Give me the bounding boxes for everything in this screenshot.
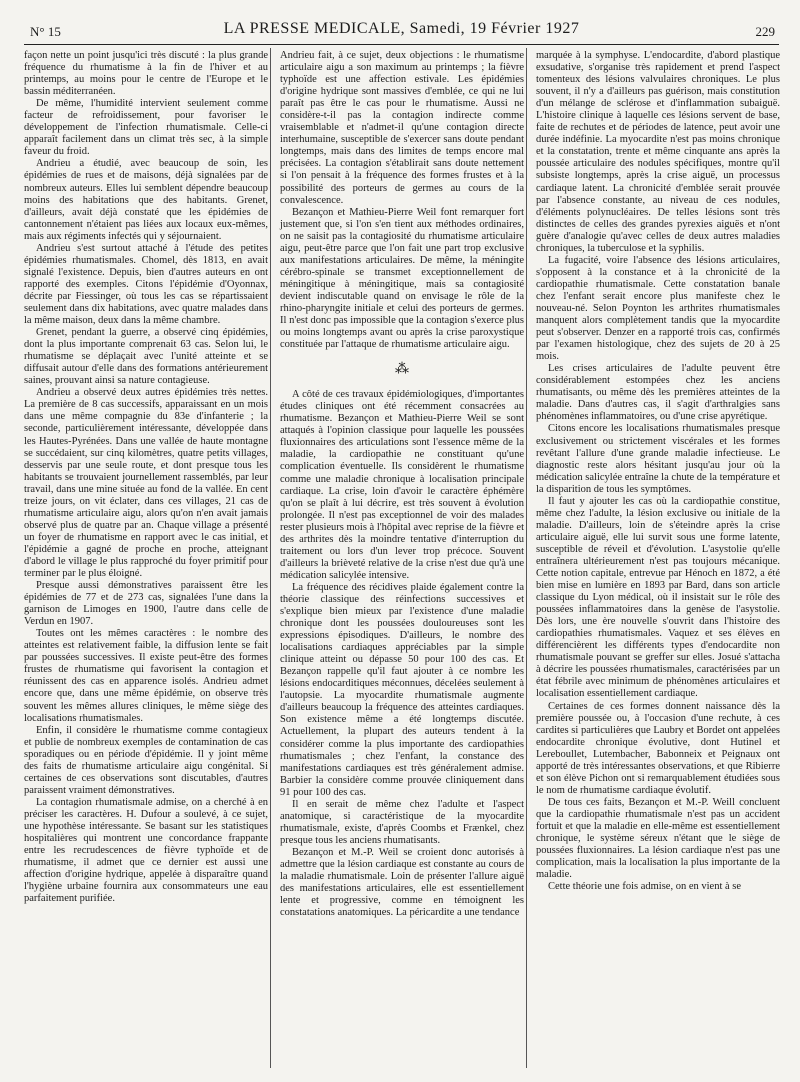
- paragraph: Citons encore les localisations rhumatismales presque exclusivement ou strictement viscérales et les formes revêtant l'allure d'une grande maladie infectieuse. Le diagnostic reste alors hésitant jusqu'au jour où la médication salicylée entraîne la chute de la température et la disparition de tous les symptômes.: [536, 423, 780, 495]
- paragraph: Cette théorie une fois admise, on en vient à se: [548, 881, 742, 893]
- paragraph: De tous ces faits, Bezançon et M.-P. Weill concluent que la cardiopathie rhumatismale n'est pas un accident fortuit et que la maladie en elle-même est essentiellement chronique, le système séreux n'étant que le siège de poussées fluxionnaires. La lésion cardiaque n'est pas une complication, mais la localisation la plus importante de la maladie.: [536, 796, 780, 881]
- paragraph: Andrieu fait, à ce sujet, deux objections : le rhumatisme articulaire aigu a son maximum au printemps ; la fièvre typhoïde est une affection estivale. Les épidémies d'origine hydrique sont massives d'emblée, ce qui ne lui paraît pas être le cas pour le rhumatisme. Aussi ne considère-t-il pas la contagion indirecte comme vraisemblable et n'admet-il qu'une contagion directe interhumaine, susceptible de s'exercer sans doute pendant longtemps, mais dans des limites de temps encore mal précisées. La contagion s'établirait sans doute nettement si l'on pensait à la fréquence des formes frustes et à la possibilité des porteurs de germes au cours de la convalescence.: [280, 50, 524, 206]
- section-separator: ⁂: [395, 362, 409, 378]
- paragraph: Les crises articulaires de l'adulte peuvent être considérablement estompées chez les anciens rhumatisants, ou même dès les premières atteintes de la maladie. Dans d'autres cas, il s'agit d'arthralgies sans phénomènes inflammatoires, ou d'une crise apyrétique.: [536, 363, 780, 423]
- issue-date: Samedi, 19 Février 1927: [409, 20, 580, 37]
- paragraph: Bezançon et M.-P. Weil se croient donc autorisés à admettre que la lésion cardiaque est constante au cours de la maladie rhumatismale. Loin de présenter l'allure aiguë des manifestations articulaires, elle est essentiellement lente et progressive, comme en témoignent les constatations anatomiques. La péricardite a une tendance: [280, 846, 524, 919]
- column-divider: [526, 48, 527, 1068]
- paragraph: La fréquence des récidives plaide également contre la théorie classique des réinfections successives et s'explique bien mieux par l'existence d'une maladie chronique dont les poussées douloureuses sont les expressions épisodiques. D'ailleurs, le nombre des localisations cardiaques appréciables par la simple clinique atteint ou dépasse 50 pour 100 des cas. Et Bezançon rappelle qu'il faut ajouter à ce nombre les lésions endocarditiques méconnues, décelées seulement à l'autopsie. La myocardite rhumatismale augmente d'ailleurs beaucoup la fréquence des atteintes cardiaques. Son existence même a été longtemps discutée. Actuellement, la plupart des auteurs tendent à la considérer comme la plus importante des cardiopathies rhumatismales ; chez l'enfant, la constance des manifestations cardiaques est très généralement admise. Barbier la considère comme prouvée cliniquement dans 91 pour 100 des cas.: [280, 581, 524, 798]
- page-header: [24, 20, 779, 44]
- paragraph: La fugacité, voire l'absence des lésions articulaires, s'opposent à la constance et à la chronicité de la cardiopathie rhumatismale. Cette constatation banale chez l'enfant serait encore plus manifeste chez le nouveau-né. Selon Poynton les arthrites rhumatismales manquent alors complètement tandis que la myocardite peut s'observer. Denzer en a rapporté trois cas, confirmés par l'examen histologique, chez des sujets de 20 à 25 mois.: [536, 254, 780, 363]
- paragraph: A côté de ces travaux épidémiologiques, d'importantes études cliniques ont été récemment consacrées au rhumatisme. Bezançon et Mathieu-Pierre Weil se sont attaqués à l'opinion classique pour laquelle les poussées fluxionnaires des articulations sont l'essence même de la maladie, la cardiopathie ne constituant qu'une complication éventuelle. Ils considèrent le rhumatisme comme une maladie chronique à localisation principale cardiaque. La crise, loin d'avoir le caractère éphémère qu'on se plaît à lui décrire, est très souvent à évolution prolongée. Il n'est pas exceptionnel de voir des malades rester plusieurs mois à l'hôpital avec reprise de la fièvre et des arthrites dès la moindre tentative d'interruption du traitement ou lors d'un lever trop précoce. Souvent d'ailleurs la brièveté relative de la crise n'est due qu'à une médication salicylée intensive.: [280, 389, 524, 581]
- running-title: [24, 20, 779, 38]
- text-column-3: [536, 50, 780, 893]
- paragraph: Grenet, pendant la guerre, a observé cinq épidémies, dont la plus importante comprenait 63 cas. Selon lui, le rhumatisme se déplaçait avec l'unité atteinte et se diffusait autour d'elle dans des formations antérieurement saines, prouvant ainsi sa nature contagieuse.: [24, 327, 268, 387]
- paragraph: Enfin, il considère le rhumatisme comme contagieux et publie de nombreux exemples de contamination de cas sporadiques ou en période d'épidémie. Il y joint même des faits de rhumatisme articulaire aigu congénital. Si certaines de ces observations sont discutables, d'autres paraissent vraiment démonstratives.: [24, 724, 268, 796]
- text-column-1: [24, 50, 268, 905]
- paragraph: Certaines de ces formes donnent naissance dès la première poussée ou, à l'occasion d'une rechute, à ces cardites si particulières que Laubry et Bordet ont appelées endocardite chronique évolutive, dont Hutinel et Lereboullet, Lutembacher, Babonneix et Peignaux ont apporté de très intéressantes observations, et que Ribierre et son élève Pichon ont si remarquablement étudiées sous le nom de rhumatisme cardiaque évolutif.: [536, 700, 780, 796]
- paragraph: Andrieu a observé deux autres épidémies très nettes. La première de 8 cas successifs, apparaissant en un mois dans une même compagnie du 83e d'infanterie ; la seconde, particulièrement intéressante, développée dans les Hautes-Pyrénées. Dans une vallée de haute montagne se succédaient, sur cinq kilomètres, quatre petits villages, desservis par une seule route, et dont presque tous les habitants se trouvaient journellement rassemblés, par leur travail, dans une mine située au fond de la vallée. En cent treize jours, on vit éclater, dans ces villages, 21 cas de rhumatisme articulaire aigu, alors qu'on n'en avait jamais observé plus de quatre par an. Chaque village a présenté un foyer de rhumatisme en rapport avec le cas initial, et l'épidémie a gagné de proche en proche, atteignant d'abord le village le plus rapproché du foyer primitif pour terminer par le plus éloigné.: [24, 387, 268, 580]
- paragraph: façon nette un point jusqu'ici très discuté : la plus grande fréquence du rhumatisme à la fin de l'hiver et au printemps, au moins pour le centre de l'Europe et le bassin méditerranéen.: [24, 50, 268, 98]
- paragraph: Andrieu a étudié, avec beaucoup de soin, les épidémies de rues et de maisons, déjà signalées par de nombreux auteurs. Elles lui semblent dépendre beaucoup moins des habitations que des habitants. Grenet, d'ailleurs, avait déjà constaté que les épidémies de cantonnement n'étaient pas liées aux locaux eux-mêmes, mais aux régiments infectés qui y séjournaient.: [24, 158, 268, 242]
- paragraph: Presque aussi démonstratives paraissent être les épidémies de 77 et de 273 cas, signalées l'une dans la garnison de Limoges en 1900, l'autre dans celle de Verdun en 1907.: [24, 580, 268, 628]
- paragraph: marquée à la symphyse. L'endocardite, d'abord plastique exsudative, s'organise très rapidement et prend l'aspect tomenteux des lésions valvulaires chroniques. Le plus souvent, il n'y a d'ailleurs pas guérison, mais constitution d'un mélange de sclérose et d'inflammation subaiguë. L'histoire clinique à laquelle ces lésions servent de base, faite de rechutes et de périodes de latence, peut avoir une durée indéfinie. La myocardite n'est pas moins chronique et la constatation, trente et même cinquante ans après la poussée articulaire des nodules spécifiques, montre qu'il subsiste longtemps, après la crise aiguë, un processus cardiaque latent. La chronicité d'emblée serait prouvée par l'absence constante, au niveau de ces nodules, d'éléments polynucléaires. De telles lésions sont très distinctes de celles des grandes pyrexies aiguës et n'ont guère d'analogie qu'avec celles de deux autres maladies chroniques, la tuberculose et la syphilis.: [536, 50, 780, 254]
- column-divider: [270, 48, 271, 1068]
- page-number: 229: [755, 24, 775, 39]
- paragraph: Toutes ont les mêmes caractères : le nombre des atteintes est relativement faible, la diffusion lente se fait par poussées successives. Il existe peut-être des formes frustes de rhumatisme qui favorisent la contagion et réunissent des cas en apparence isolés. Andrieu admet encore que, dans une même épidémie, on observe très souvent les mêmes allures cliniques, le même siège des localisations rhumatismales.: [24, 628, 268, 724]
- journal-title: LA PRESSE MEDICALE,: [223, 20, 406, 37]
- text-column-2: [280, 50, 524, 919]
- header-rule: [24, 44, 779, 45]
- paragraph: De même, l'humidité intervient seulement comme facteur de refroidissement, pour favoriser le développement de l'infection rhumatismale. Celle-ci apparaît facilement dans un climat très sec, à la simple faveur du froid.: [24, 98, 268, 158]
- paragraph: Andrieu s'est surtout attaché à l'étude des petites épidémies rhumatismales. Chomel, dès 1813, en avait signalé l'existence. Depuis, bien d'autres auteurs en ont rapporté des exemples. Citons l'épidémie d'Oyonnax, décrite par Fiessinger, où tous les cas se répartissaient seulement dans dix habitations, avec quatre malades dans la même maison, deux dans la même chambre.: [24, 242, 268, 327]
- paragraph: Il en serait de même chez l'adulte et l'aspect anatomique, si caractéristique de la myocardite rhumatismale, existe, d'après Coombs et Frænkel, chez presque tous les anciens rhumatisants.: [280, 798, 524, 846]
- issue-number: N° 15: [30, 24, 61, 39]
- paragraph: Bezançon et Mathieu-Pierre Weil font remarquer fort justement que, si l'on s'en tient aux méthodes ordinaires, on ne saisit pas la contagiosité du rhumatisme articulaire aigu, peut-être parce que l'on fait une part trop exclusive aux manifestations articulaires. De même, la méningite cérébro-spinale se transmet exceptionnellement de méningitique à méningitique, mais sa contagiosité devient indiscutable quand on envisage le rôle de la rhino-pharyngite initiale et celui des porteurs de germes. Il n'est donc pas impossible que la contagion s'exerce plus ou moins longtemps avant ou après la crise paroxystique constituée par l'attaque de rhumatisme articulaire aigu.: [280, 206, 524, 351]
- paragraph: La contagion rhumatismale admise, on a cherché à en préciser les caractères. H. Dufour a soulevé, à ce sujet, une hypothèse intéressante. Se basant sur les statistiques hospitalières qui montrent une concordance frappante entre les recrudescences de fièvre typhoïde et de rhumatisme, il admet que ce dernier est aussi une affection d'origine hydrique, appelée à disparaître quand l'hygiène urbaine fournira aux consommateurs une eau parfaitement purifiée.: [24, 796, 268, 905]
- paragraph: Il faut y ajouter les cas où la cardiopathie constitue, même chez l'adulte, la lésion exclusive ou initiale de la maladie. D'ailleurs, loin de s'éteindre après la crise articulaire aiguë, elle lui survit sous une forme latente, susceptible de réveil et d'évolution. L'asystolie qu'elle entraînera ultérieurement n'est pas toujours mécanique. Cette notion capitale, entrevue par Hénoch en 1872, a été bien mise en lumière en 1893 par Bard, dans son article classique du Lyon médical, où il insistait sur le rôle des poussées inflammatoires dans la genèse de l'asystolie. Dès lors, une ère nouvelle s'ouvrit dans l'histoire des cardiopathies rhumatismales. Vaquez et ses élèves en différencièrent les différents types d'endocardite non rhumatismale pouvant se greffer sur elles. Josué s'attacha à décrire les poussées rhumatismales, caractérisées par un état fébrile avec minimum de phénomènes articulaires et localisation essentiellement cardiaque.: [536, 495, 780, 700]
